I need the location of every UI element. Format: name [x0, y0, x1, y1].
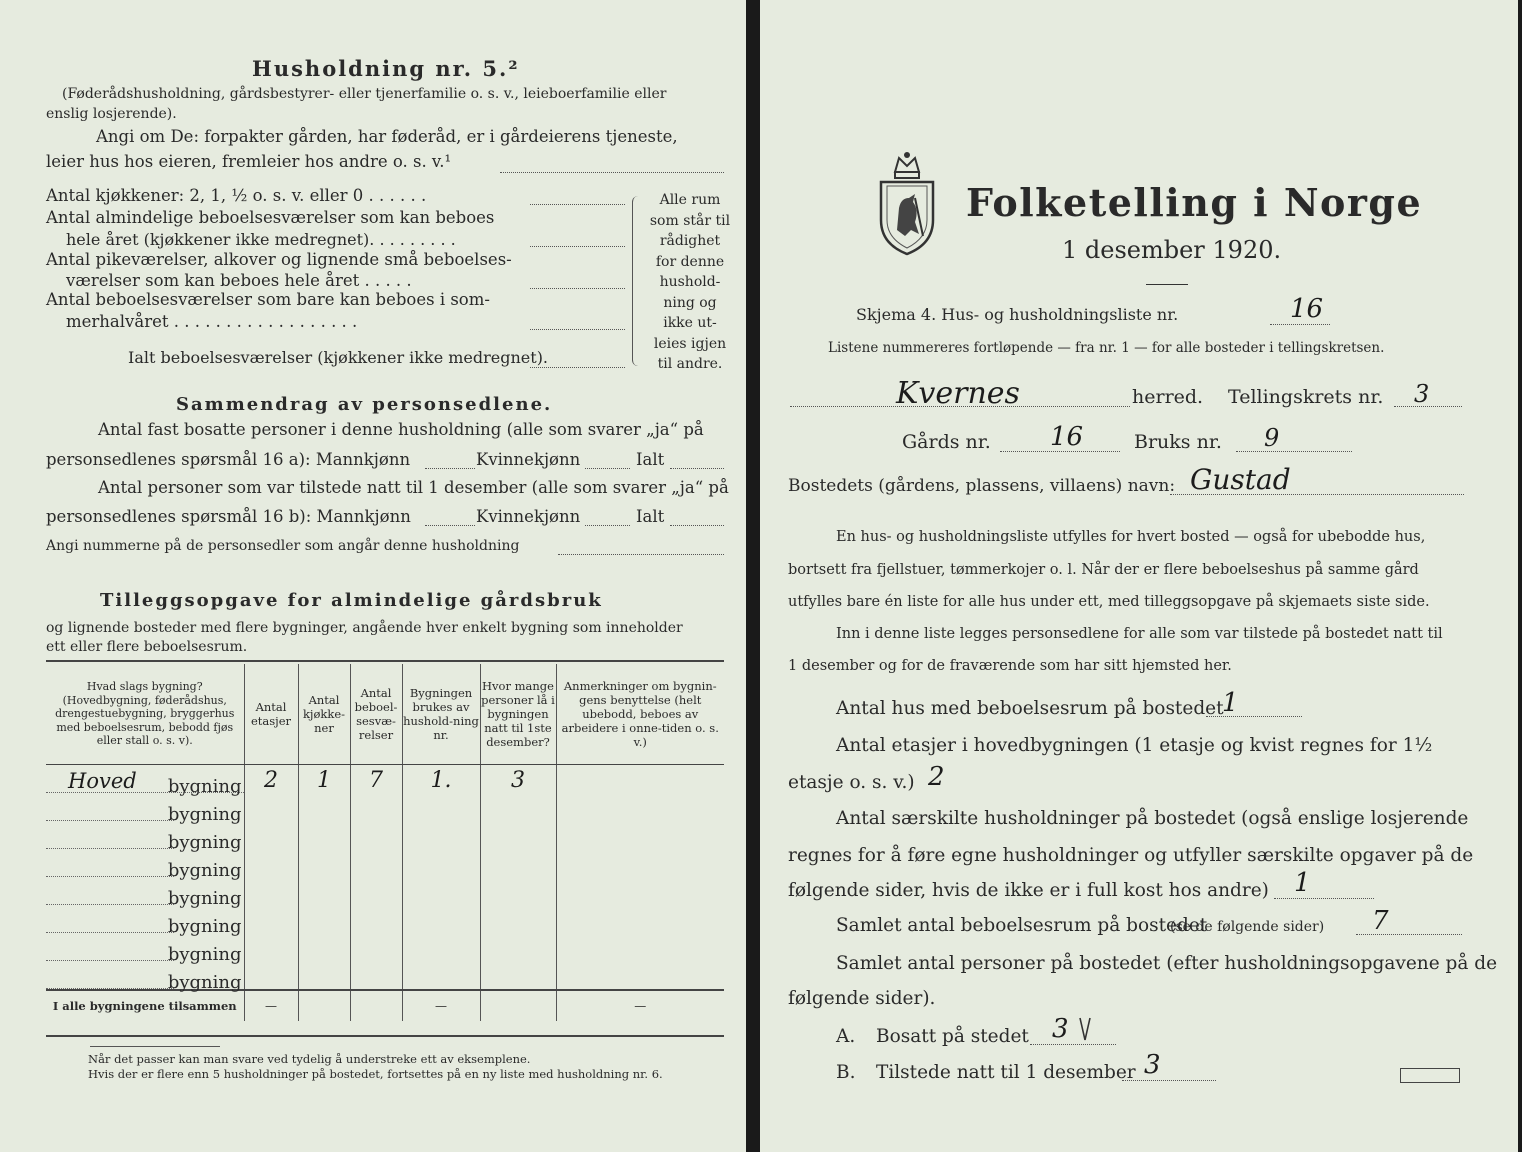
husholdning-value: 1. [402, 765, 480, 794]
table-row [46, 905, 724, 933]
header-anmerkninger: Anmerkninger om bygnin-gens benyttelse (helt ubebodd, beboes av arbeidere i onne-tiden o. s. v.) [556, 664, 724, 765]
b-value: 3 [1144, 1050, 1161, 1080]
hus-value: 1 [1222, 688, 1239, 718]
rooms-small: Antal pikeværelser, alkover og lignende små beboelses- [46, 250, 512, 269]
building-table [46, 664, 724, 1021]
sidenote: Alle rum som står til rådighet for denne hushold- ning og ikke ut- leies igjen til andre. [649, 192, 731, 372]
check-mark-icon [1078, 1016, 1092, 1042]
table-row [46, 793, 724, 821]
row-suffix: bygning [167, 804, 242, 825]
personer-value: 3 [480, 765, 556, 794]
household-title: Husholdning nr. 5.² [252, 56, 520, 81]
herred-label: herred. [1132, 386, 1204, 408]
census-title: Folketelling i Norge [966, 180, 1423, 225]
para2-line1: Inn i denne liste legges personsedlene for alle som var tilstede på bostedet natt til [836, 626, 1443, 642]
row-suffix: bygning [167, 860, 242, 881]
hush-line1: Antal særskilte husholdninger på bostedet (også enslige losjerende [836, 808, 1469, 829]
skjema-number: 16 [1290, 294, 1324, 324]
summary-2-kvinne: Kvinnekjønn [476, 507, 581, 526]
header-husholdning: Bygningen brukes av hushold-ning nr. [402, 664, 480, 765]
rooms-total: Ialt beboelsesværelser (kjøkkener ikke medregnet). [128, 348, 549, 367]
etasjer-value: 2 [928, 762, 945, 792]
angi-line-2: leier hus hos eieren, fremleier hos andre o. s. v.¹ [46, 152, 452, 171]
etasjer-line1: Antal etasjer i hovedbygningen (1 etasje og kvist regnes for 1½ [836, 735, 1433, 756]
header-personer: Hvor mange personer lå i bygningen natt til 1ste desember? [480, 664, 556, 765]
row-suffix: bygning [167, 888, 242, 909]
rooms-summer: Antal beboelsesværelser som bare kan beboes i som- [46, 290, 490, 309]
hush-line3: følgende sider, hvis de ikke er i full kost hos andre) [788, 880, 1269, 901]
bosted-value: Gustad [1190, 463, 1291, 496]
tillegg-title: Tilleggsopgave for almindelige gårdsbruk [100, 590, 603, 611]
header-etasjer: Antal etasjer [244, 664, 298, 765]
a-label: Bosatt på stedet [876, 1026, 1029, 1047]
table-row [46, 961, 724, 990]
total-dash: — [556, 990, 724, 1021]
summary-1b: personsedlenes spørsmål 16 a): Mannkjønn [46, 450, 411, 469]
intro-line-2: enslig losjerende). [46, 106, 177, 122]
rooms-small-2: værelser som kan beboes hele året . . . . . [66, 271, 412, 290]
header-building-type: Hvad slags bygning? (Hovedbygning, føderådshus, drengestuebygning, bryggerhus med beboelsesrum, bebodd fjøs eller stall o. s. v). [46, 664, 244, 765]
etasjer-value: 2 [244, 765, 298, 794]
para1-line2: bortsett fra fjellstuer, tømmerkojer o. l. Når der er flere beboelseshus på samme gård [788, 562, 1419, 578]
para1-line3: utfylles bare én liste for alle hus under ett, med tilleggsopgave på skjemaets siste side. [788, 594, 1430, 610]
footnote-2: Hvis der er flere enn 5 husholdninger på bostedet, fortsettes på en ny liste med husholdning nr. 6. [88, 1067, 663, 1081]
header-kjokkener: Antal kjøkke-ner [298, 664, 350, 765]
coat-of-arms-icon [875, 150, 939, 258]
tillegg-line-2: ett eller flere beboelsesrum. [46, 639, 248, 655]
hush-line2: regnes for å føre egne husholdninger og utfyller særskilte opgaver på de [788, 845, 1474, 866]
a-value: 3 [1052, 1014, 1069, 1044]
rooms-ordinary: Antal almindelige beboelsesværelser som kan beboes [46, 208, 495, 227]
para1-line1: En hus- og husholdningsliste utfylles for hvert bosted — også for ubebodde hus, [836, 529, 1426, 545]
bruks-label: Bruks nr. [1134, 431, 1222, 453]
row-suffix: bygning [167, 776, 242, 797]
summary-2b: personsedlenes spørsmål 16 b): Mannkjønn [46, 507, 411, 526]
samlet-pers-line2: følgende sider). [788, 988, 936, 1009]
tellingskrets-label: Tellingskrets nr. [1228, 386, 1384, 408]
kjokkener-value: 1 [298, 765, 350, 794]
samlet-rum-value: 7 [1372, 906, 1389, 936]
row-suffix: bygning [167, 832, 242, 853]
rooms-ordinary-2: hele året (kjøkkener ikke medregnet). . . . . . . . . [66, 230, 456, 249]
row-suffix: bygning [167, 972, 242, 993]
angi-line-1: Angi om De: forpakter gården, har føderåd, er i gårdeierens tjeneste, [96, 127, 678, 146]
summary-title: Sammendrag av personsedlene. [176, 394, 553, 415]
summary-1a: Antal fast bosatte personer i denne husholdning (alle som svarer „ja“ på [98, 420, 704, 439]
intro-line-1: (Føderådshusholdning, gårdsbestyrer- eller tjenerfamilie o. s. v., leieboerfamilie eller [62, 86, 667, 102]
table-row [46, 821, 724, 849]
bruks-value: 9 [1264, 424, 1280, 452]
tellingskrets-value: 3 [1414, 380, 1430, 408]
para2-line2: 1 desember og for de fraværende som har sitt hjemsted her. [788, 658, 1232, 674]
table-total-row [46, 990, 724, 1021]
rooms-summer-2: merhalvåret . . . . . . . . . . . . . . . . . . [66, 312, 358, 331]
total-label: I alle bygningene tilsammen [46, 990, 244, 1021]
b-letter: B. [836, 1062, 856, 1083]
gards-value: 16 [1050, 422, 1084, 452]
samlet-pers-line1: Samlet antal personer på bostedet (efter husholdningsopgavene på de [836, 953, 1498, 974]
samlet-rum-label: Samlet antal beboelsesrum på bostedet [836, 915, 1208, 936]
total-dash: — [402, 990, 480, 1021]
vaerelser-value: 7 [350, 765, 402, 794]
header-vaerelser: Antal beboel-sesvæ-relser [350, 664, 402, 765]
left-page [0, 0, 746, 1152]
building-table-header [46, 664, 724, 765]
table-row [46, 765, 724, 794]
table-row [46, 933, 724, 961]
census-date: 1 desember 1920. [1062, 236, 1282, 264]
samlet-rum-note: (se de følgende sider) [1170, 919, 1325, 935]
total-dash: — [244, 990, 298, 1021]
row-suffix: bygning [167, 916, 242, 937]
hus-label: Antal hus med beboelsesrum på bostedet [836, 698, 1224, 719]
footnote-1: Når det passer kan man svare ved tydelig å understreke ett av eksemplene. [88, 1052, 531, 1066]
printer-stamp [1400, 1068, 1460, 1083]
b-label: Tilstede natt til 1 desember [876, 1062, 1136, 1083]
summary-1-kvinne: Kvinnekjønn [476, 450, 581, 469]
tillegg-line-1: og lignende bosteder med flere bygninger, angående hver enkelt bygning som inneholder [46, 620, 683, 636]
table-row [46, 849, 724, 877]
table-row [46, 877, 724, 905]
listene-note: Listene nummereres fortløpende — fra nr. 1 — for alle bosteder i tellingskretsen. [828, 340, 1385, 356]
summary-2-ialt: Ialt [636, 507, 665, 526]
a-letter: A. [836, 1026, 856, 1047]
hush-value: 1 [1294, 868, 1311, 898]
angi-nummer: Angi nummerne på de personsedler som angår denne husholdning [46, 538, 520, 554]
summary-1-ialt: Ialt [636, 450, 665, 469]
summary-2a: Antal personer som var tilstede natt til 1 desember (alle som svarer „ja“ på [98, 478, 729, 497]
building-type-value: Hoved [68, 769, 137, 793]
skjema-label: Skjema 4. Hus- og husholdningsliste nr. [856, 305, 1179, 324]
row-suffix: bygning [167, 944, 242, 965]
right-page [760, 0, 1518, 1152]
etasjer-line2: etasje o. s. v.) [788, 772, 915, 793]
gards-label: Gårds nr. [902, 431, 991, 453]
rooms-kitchens: Antal kjøkkener: 2, 1, ½ o. s. v. eller 0 . . . . . . [46, 186, 427, 205]
bosted-label: Bostedets (gårdens, plassens, villaens) navn: [788, 476, 1176, 496]
herred-value: Kvernes [896, 376, 1020, 411]
